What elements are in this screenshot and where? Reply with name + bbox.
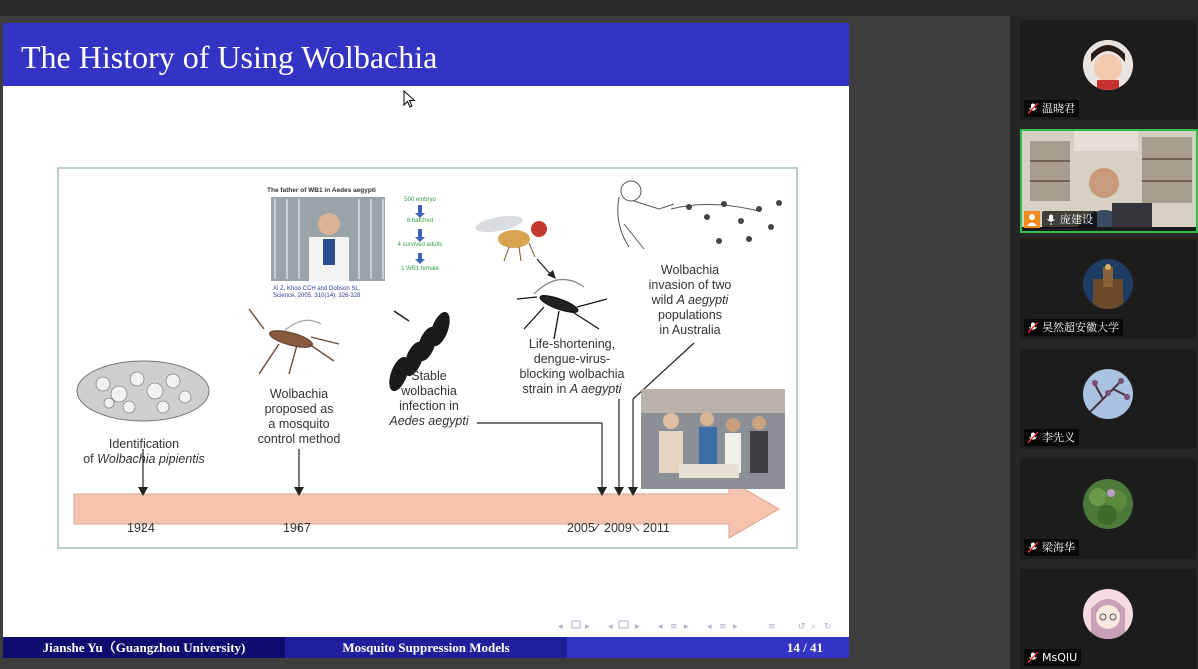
svg-text:↻: ↻	[824, 622, 832, 631]
muted-mic-icon	[1028, 542, 1038, 553]
mic-icon	[1046, 214, 1056, 225]
slide-title: The History of Using Wolbachia	[21, 39, 438, 75]
participant-tile-active-speaker[interactable]	[1020, 129, 1198, 233]
nav-toc-icon: ≡	[768, 622, 776, 631]
field-team-photo	[641, 389, 785, 489]
muted-mic-icon	[1028, 103, 1038, 114]
event-2009-label: Life-shortening, dengue-virus- blocking wolbachia strain in A aegypti	[519, 337, 625, 396]
participant-tile[interactable]	[1020, 569, 1196, 669]
svg-text:◂: ◂	[658, 622, 663, 631]
timeline-graphics	[59, 169, 796, 547]
avatar	[1083, 369, 1133, 419]
nav-subsection-icon	[619, 621, 628, 628]
wolbachia-cell-illustration	[77, 361, 209, 421]
participant-name-tag: 庞建设	[1042, 211, 1097, 228]
footer-talk-title: Mosquito Suppression Models	[285, 637, 567, 658]
year-1967: 1967	[283, 521, 311, 535]
avatar	[1083, 259, 1133, 309]
nav-prev-icon: ◂	[558, 622, 563, 631]
event-2011-label: Wolbachia invasion of two wild A aegypti populations in Australia	[648, 263, 732, 337]
participant-tile[interactable]	[1020, 349, 1196, 449]
year-2011: 2011	[643, 521, 670, 535]
svg-text:◂: ◂	[608, 622, 613, 631]
nav-doc-icon: ≡	[719, 622, 727, 631]
footer-page-number: 14 / 41	[567, 637, 849, 658]
footer-author: Jianshe Yu（Guangzhou University)	[3, 637, 285, 658]
svg-text:▸: ▸	[733, 622, 738, 631]
mosquito-illustration-1967	[249, 309, 339, 374]
event-1924-label: Identification of Wolbachia pipientis	[83, 437, 205, 466]
svg-text:▸: ▸	[635, 622, 640, 631]
photo-caption-title: The father of WB1 in Aedes aegypti	[267, 187, 376, 194]
participant-tile[interactable]	[1020, 239, 1196, 339]
avatar	[1083, 589, 1133, 639]
participant-name-tag: 梁海华	[1024, 539, 1079, 556]
participant-name-tag: MsQIU	[1024, 649, 1081, 666]
step-hatched: 6 hatched	[406, 218, 434, 224]
mosquito-release-sketch	[618, 181, 782, 249]
slide-footer	[3, 637, 849, 658]
video-on-icon	[1024, 211, 1040, 228]
avatar	[1083, 40, 1133, 90]
event-1967-label: Wolbachia proposed as a mosquito control method	[257, 387, 341, 446]
year-1924: 1924	[127, 521, 155, 535]
nav-section-icon: ≡	[670, 622, 678, 631]
beamer-navigation-bar[interactable]	[553, 619, 843, 631]
nav-search-icon: ↺	[798, 622, 806, 631]
step-arrows-icon	[414, 203, 426, 267]
muted-mic-icon	[1028, 322, 1038, 333]
step-survived: 4 survived adults	[397, 242, 443, 248]
muted-mic-icon	[1028, 652, 1038, 663]
participant-name-tag: 昊然超安徽大学	[1024, 319, 1123, 336]
fruit-fly-illustration	[474, 213, 547, 261]
participant-tile[interactable]	[1020, 459, 1196, 559]
step-embryo: 500 embryo	[404, 197, 436, 203]
nav-frame-icon	[572, 621, 580, 628]
year-2005: 2005	[567, 521, 595, 535]
nav-next-icon: ▸	[585, 622, 590, 631]
svg-text:◂: ◂	[707, 622, 712, 631]
top-bar	[0, 0, 1198, 16]
step-female: 1 WB1 female	[401, 266, 439, 272]
year-2009: 2009	[604, 521, 632, 535]
slide-title-bar	[3, 23, 849, 86]
photo-citation-line2: Science, 2005, 310(14): 326-328	[273, 293, 361, 299]
wolbachia-timeline-figure	[57, 167, 798, 549]
mouse-cursor-icon	[403, 90, 417, 108]
svg-text:⌕: ⌕	[811, 622, 817, 631]
participant-tile[interactable]	[1020, 20, 1196, 120]
participant-name-tag: 温晓君	[1024, 100, 1079, 117]
aedes-mosquito-illustration	[517, 279, 607, 339]
scientist-photo	[271, 197, 385, 281]
avatar	[1083, 479, 1133, 529]
svg-text:▸: ▸	[684, 622, 689, 631]
event-2005-label: Stable wolbachia infection in Aedes aegypti	[389, 369, 469, 428]
muted-mic-icon	[1028, 432, 1038, 443]
slide	[3, 23, 849, 658]
photo-citation-line1: Xi Z, Khoo CCH and Dobson SL.	[273, 286, 361, 292]
participant-name-tag: 李先义	[1024, 429, 1079, 446]
